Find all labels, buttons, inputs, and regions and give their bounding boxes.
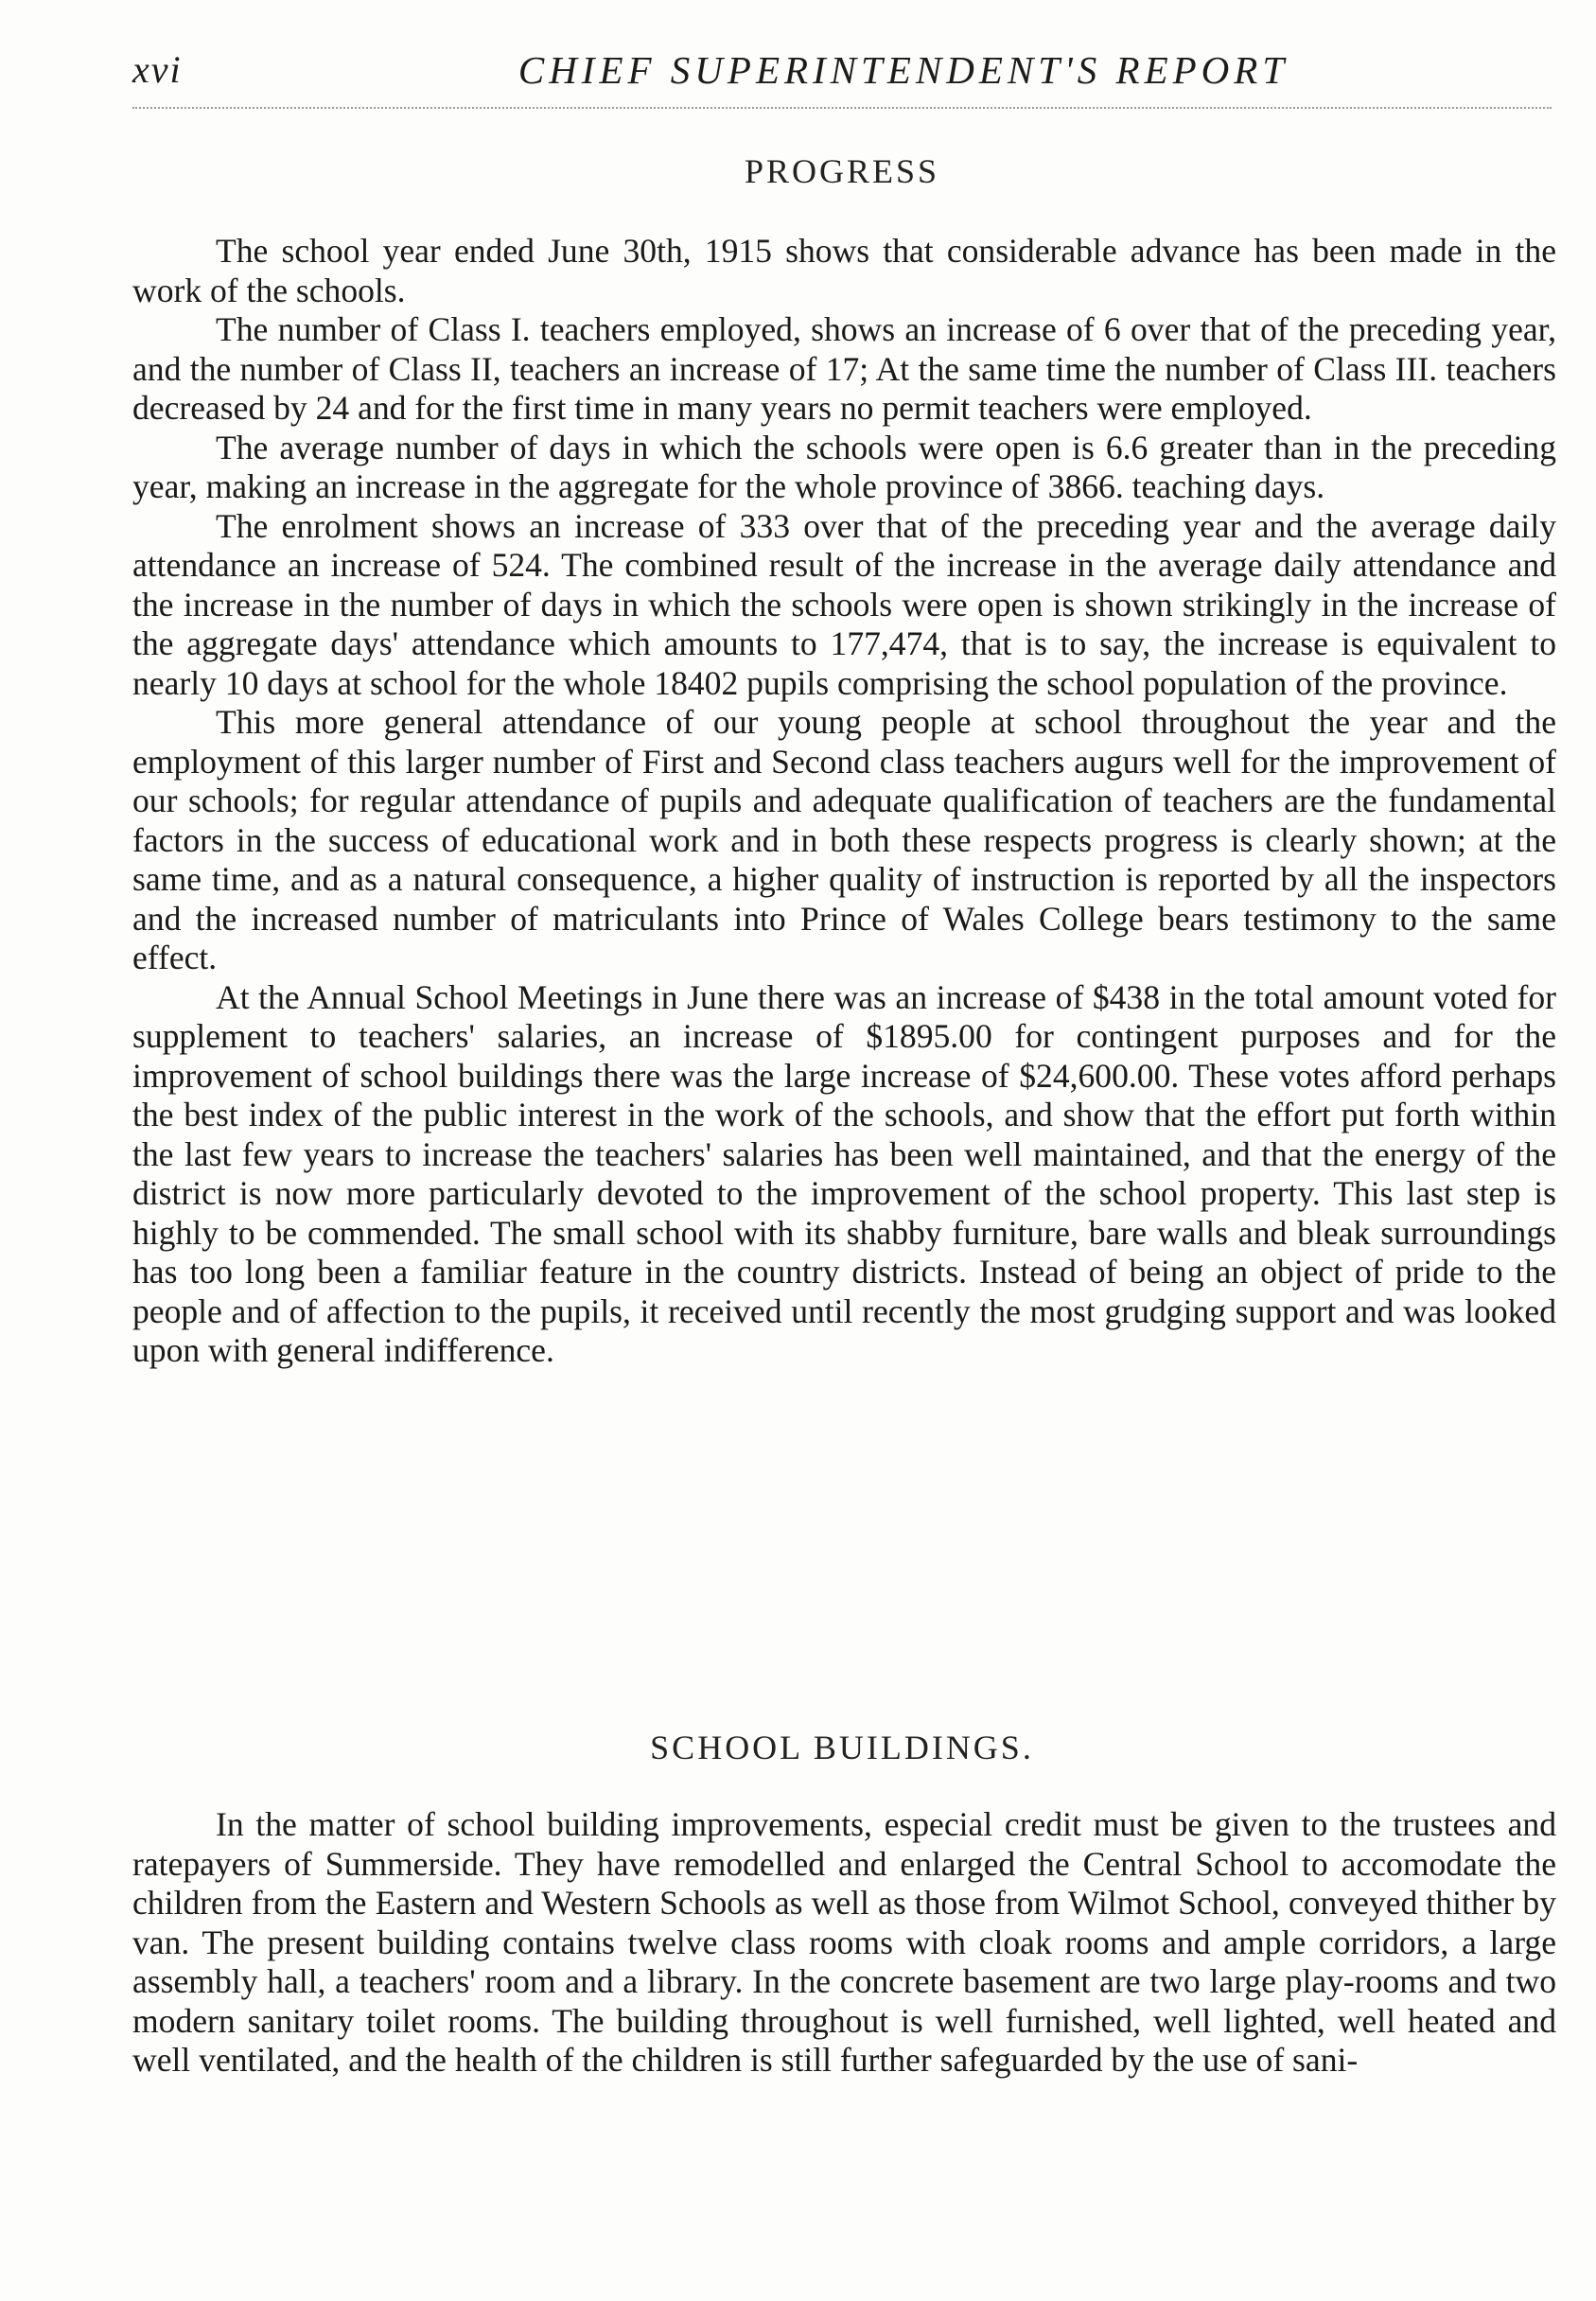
progress-section-body [132,232,1556,1371]
paragraph: The average number of days in which the schools were open is 6.6 greater than in the preceding year, making an increase in the aggregate for the whole province of 3866. teaching days. [132,428,1556,505]
paragraph: This more general attendance of our young people at school throughout the year and the employment of this larger number of First and Second class teachers augurs well for the improvement of our schools; for regular attendance of pupils and adequate qualification of teachers are the fundamental factors in the success of educational work and in both these respects progress is clearly shown; at the same time, and as a natural consequence, a higher quality of instruction is reported by all the inspectors and the increased number of matriculants into Prince of Wales College bears testimony to the same effect. [132,703,1556,976]
paragraph: The enrolment shows an increase of 333 over that of the preceding year and the average daily attendance an increase of 524. The combined result of the increase in the average daily attendance and the increase in the number of days in which the schools were open is shown strikingly in the increase of the aggregate days' attendance which amounts to 177,474, that is to say, the increase is equivalent to nearly 10 days at school for the whole 18402 pupils comprising the school population of the province. [132,506,1556,702]
paragraph: The number of Class I. teachers employed, shows an increase of 6 over that of the preceding year, and the number of Class II, teachers an increase of 17; At the same time the number of Class III. teachers decreased by 24 and for the first time in many years no permit teachers were employed. [132,310,1556,427]
header-divider [132,107,1552,109]
page-number: xvi [132,48,183,91]
page-header [132,47,1552,104]
school-buildings-section-body [132,1805,1556,2081]
running-title: CHIEF SUPERINTENDENT'S REPORT [517,48,1289,92]
section-heading-school-buildings: SCHOOL BUILDINGS. [650,1729,1034,1766]
paragraph: At the Annual School Meetings in June there was an increase of $438 in the total amount voted for supplement to teachers' salaries, an increase of $1895.00 for contingent purposes and for the improvement of school buildings there was the large increase of $24,600.00. These votes afford perhaps the best index of the public interest in the work of the schools, and show that the effort put forth within the last few years to increase the teachers' salaries has been well maintained, and that the energy of the district is now more particularly devoted to the improvement of the school property. This last step is highly to be commended. The small school with its shabby furniture, bare walls and bleak surroundings has too long been a familiar feature in the country districts. Instead of being an object of pride to the people and of affection to the pupils, it received until recently the most grudging support and was looked upon with general indifference. [132,977,1556,1369]
paragraph: The school year ended June 30th, 1915 shows that considerable advance has been made in the work of the schools. [132,232,1556,309]
paragraph: In the matter of school building improvements, especial credit must be given to the trustees and ratepayers of Summerside. They have remodelled and enlarged the Central School to accomodate the children from the Eastern and Western Schools as well as those from Wilmot School, conveyed thither by van. The present building contains twelve class rooms with cloak rooms and ample corridors, a large assembly hall, a teachers' room and a library. In the concrete basement are two large play-rooms and two modern sanitary toilet rooms. The building throughout is well furnished, well lighted, well heated and well ventilated, and the health of the children is still further safeguarded by the use of sani- [132,1805,1556,2079]
section-heading-progress: PROGRESS [744,152,940,190]
